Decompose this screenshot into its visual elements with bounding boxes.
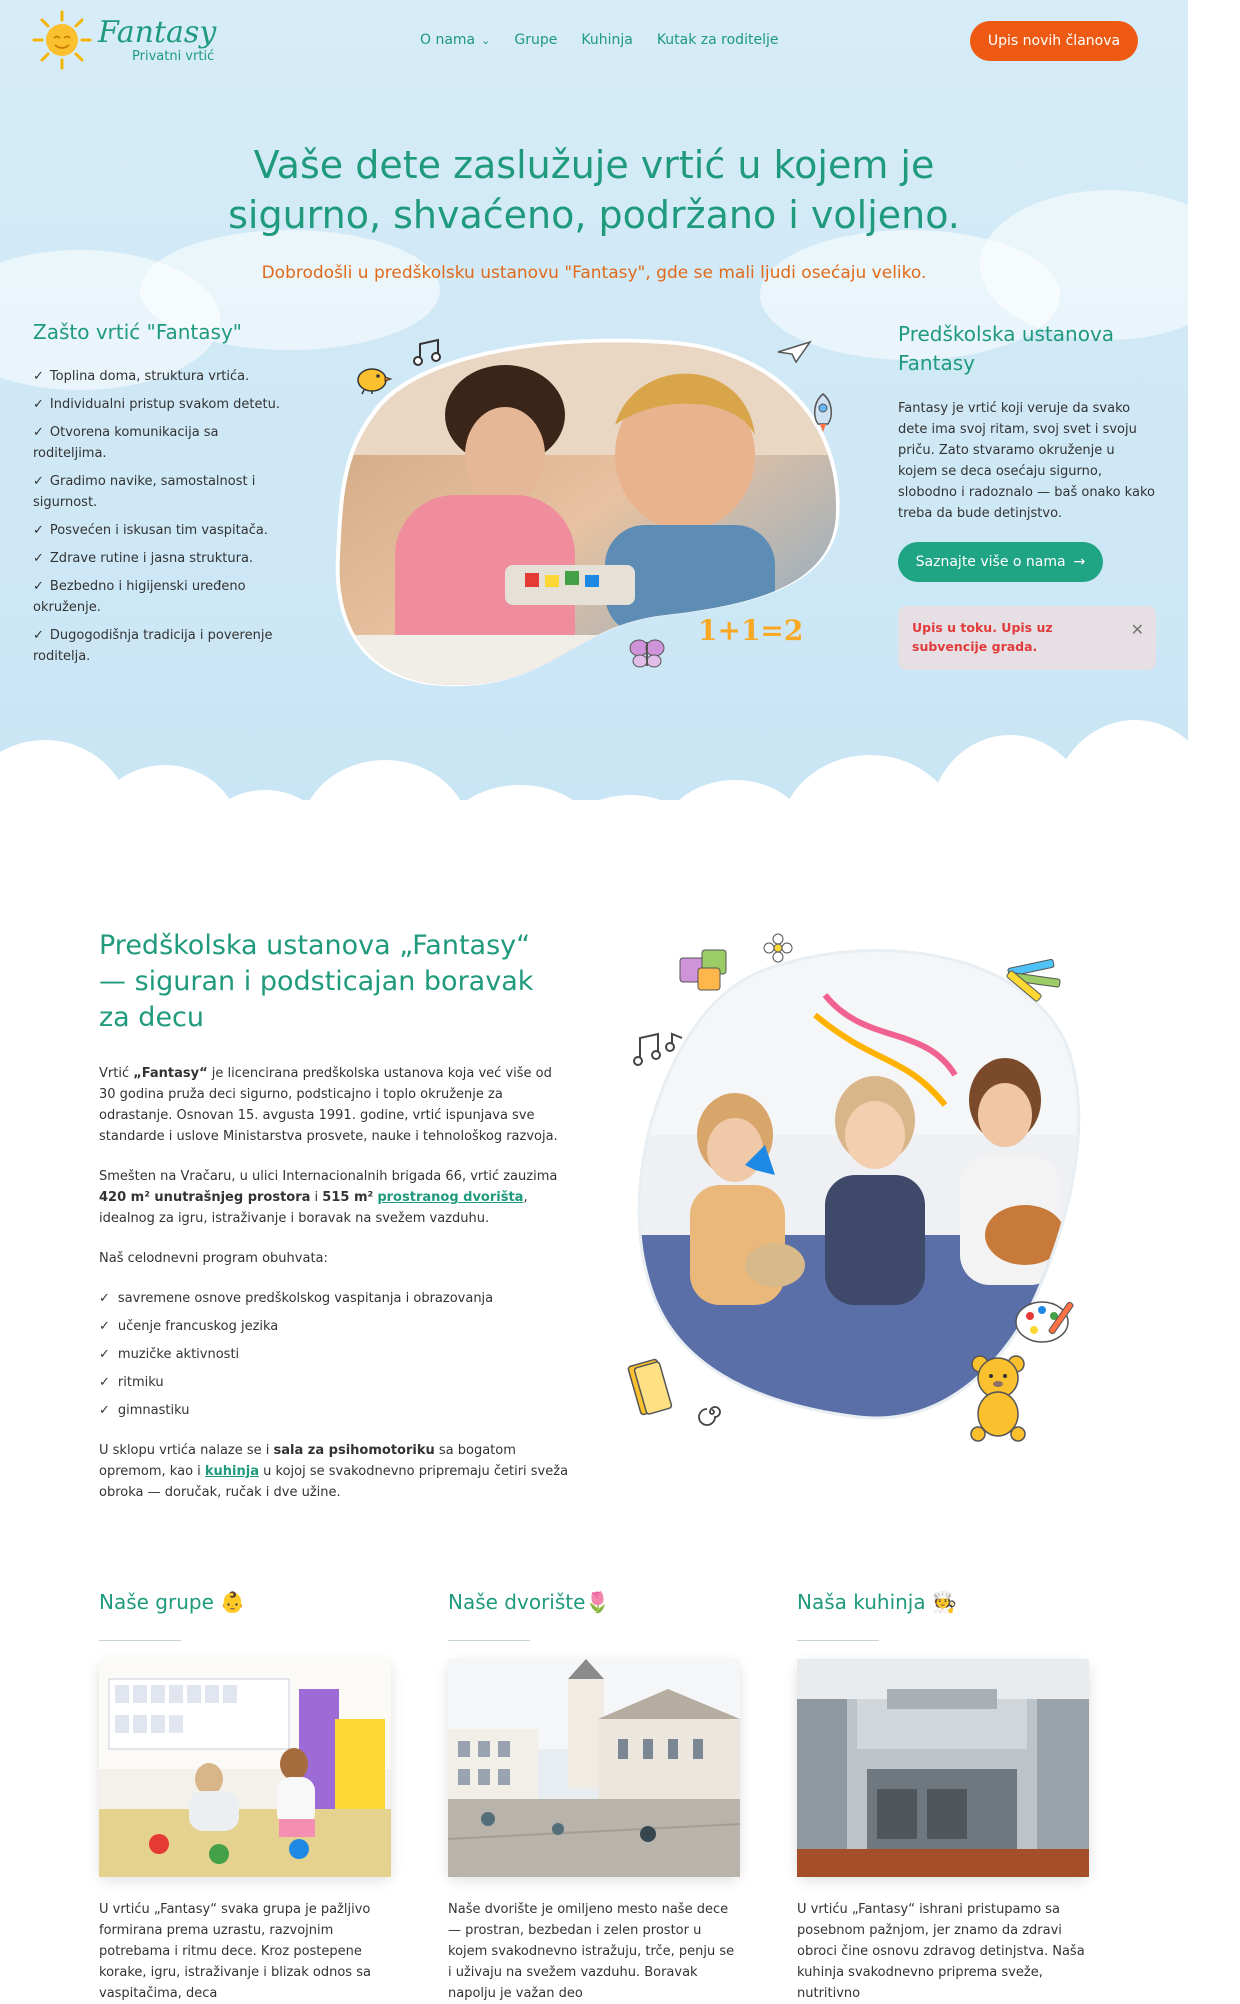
why-title: Zašto vrtić "Fantasy" [33, 320, 242, 344]
puzzle-icon [676, 940, 732, 1002]
list-item: ✓ učenje francuskog jezika [99, 1319, 279, 1334]
check-icon: ✓ [33, 628, 44, 643]
brand-name: Fantasy [98, 14, 217, 50]
list-item: ✓ Bezbedno i higijenski uređeno okruženje. [33, 579, 246, 615]
list-item: ✓ savremene osnove predškolskog vaspitanja i obrazovanja [99, 1291, 494, 1306]
bird-icon [352, 362, 392, 400]
hero-section [0, 0, 1188, 840]
check-icon: ✓ [99, 1319, 110, 1334]
check-icon: ✓ [99, 1375, 110, 1390]
list-item: ✓ Dugogodišnja tradicija i poverenje roditelja. [33, 628, 273, 664]
music-notes-icon [632, 1030, 688, 1076]
teddy-bear-icon [966, 1352, 1032, 1448]
list-item: ✓ Otvorena komunikacija sa roditeljima. [33, 425, 219, 461]
learn-more-label: Saznajte više o nama [915, 554, 1066, 570]
yard-link[interactable]: prostranog dvorišta [377, 1190, 524, 1205]
hero-title-line: sigurno, shvaćeno, podržano i voljeno. [228, 193, 960, 237]
check-icon: ✓ [33, 397, 44, 412]
paint-palette-icon [1014, 1292, 1084, 1354]
main-nav [420, 32, 778, 48]
check-icon: ✓ [99, 1347, 110, 1362]
rocket-icon [808, 392, 838, 438]
check-icon: ✓ [33, 425, 44, 440]
divider [448, 1640, 530, 1641]
about-panel [898, 320, 1158, 670]
hero-subtitle: Dobrodošli u predškolsku ustanovu "Fantasy", gde se mali ljudi osećaju veliko. [261, 263, 927, 283]
check-icon: ✓ [33, 551, 44, 566]
groups-photo[interactable] [99, 1659, 391, 1877]
book-icon [628, 1356, 676, 1426]
kitchen-photo[interactable] [797, 1659, 1089, 1877]
sun-logo-icon [32, 10, 92, 70]
chevron-down-icon: ⌄ [481, 33, 491, 47]
card-text: U vrtiću „Fantasy“ ishrani pristupamo sa posebnom pažnjom, jer znamo da zdravi obroci čine osnovu zdravog detinjstva. Naša kuhinja svakodnevno priprema sveže, nutritivno [797, 1902, 1085, 2001]
notice-text: Upis u toku. Upis uz subvencije grada. [912, 620, 1053, 654]
spiral-icon [698, 1398, 726, 1432]
crayons-icon [1000, 952, 1072, 1008]
paper-plane-icon [776, 340, 812, 370]
program-list [99, 1288, 569, 1421]
check-icon: ✓ [33, 474, 44, 489]
section-body [99, 1063, 569, 1522]
paragraph: Smešten na Vračaru, u ulici Internacionalnih brigada 66, vrtić zauzima 420 m² unutrašnjeg prostora i 515 m² prostranog dvorišta, idealnog za igru, istraživanje i boravak na svežem vazduhu. [99, 1169, 558, 1226]
brand-logo[interactable] [32, 10, 216, 70]
paragraph: Naš celodnevni program obuhvata: [99, 1251, 328, 1266]
close-icon[interactable]: ✕ [1130, 620, 1144, 639]
card-yard [448, 1590, 740, 2004]
hero-title [0, 140, 1188, 240]
list-item: ✓ Individualni pristup svakom detetu. [33, 397, 280, 412]
enroll-button[interactable]: Upis novih članova [970, 21, 1138, 61]
about-title: Predškolska ustanova Fantasy [898, 322, 1115, 375]
nav-item-kuhinja[interactable]: Kuhinja [581, 32, 633, 48]
check-icon: ✓ [33, 523, 44, 538]
butterfly-icon [628, 636, 666, 676]
nav-item-kutak-za-roditelje[interactable]: Kutak za roditelje [656, 32, 779, 48]
check-icon: ✓ [33, 369, 44, 384]
brand-tagline: Privatni vrtić [132, 48, 215, 64]
check-icon: ✓ [99, 1403, 110, 1418]
card-text: U vrtiću „Fantasy“ svaka grupa je pažljivo formirana prema uzrastu, razvojnim potrebama i ritmu dece. Kroz postepene korake, igru, istraživanje i blizak odnos sa vaspitačima, deca [99, 1902, 371, 2001]
why-list [33, 366, 293, 667]
list-item: ✓ Zdrave rutine i jasna struktura. [33, 551, 254, 566]
list-item: ✓ Toplina doma, struktura vrtića. [33, 369, 250, 384]
list-item: ✓ Posvećen i iskusan tim vaspitača. [33, 523, 268, 538]
enrollment-notice [898, 606, 1156, 670]
card-kitchen [797, 1590, 1089, 2004]
list-item: ✓ ritmiku [99, 1375, 164, 1390]
music-note-icon [412, 340, 444, 374]
divider [99, 1640, 181, 1641]
card-text: Naše dvorište je omiljeno mesto naše dece — prostran, bezbedan i zelen prostor u kojem svakodnevno istražuju, trče, penju se i uživaju na svežem vazduhu. Boravak napolju je važan deo [448, 1902, 735, 2001]
arrow-right-icon: → [1073, 554, 1086, 570]
card-title: Naše dvorište🌷 [448, 1590, 611, 1614]
math-equation-decoration: 1+1=2 [698, 614, 804, 647]
nav-item-grupe[interactable]: Grupe [514, 32, 558, 48]
flower-icon [762, 932, 794, 970]
why-fantasy-panel [33, 320, 293, 674]
section-title: Predškolska ustanova „Fantasy“ — siguran i podsticajan boravak za decu [99, 930, 534, 1033]
card-title: Naše grupe 👶 [99, 1590, 246, 1614]
learn-more-button[interactable] [898, 542, 1103, 582]
list-item: ✓ Gradimo navike, samostalnost i sigurnost. [33, 474, 256, 510]
divider [797, 1640, 879, 1641]
paragraph: Vrtić „Fantasy“ je licencirana predškolska ustanova koja već više od 30 godina pruža deci sigurno, podsticajno i toplo okruženje za odrastanje. Osnovan 15. avgusta 1991. godine, vrtić ispunjava sve standarde i uslove Ministarstva prosvete, nauke i tehnološkog razvoja. [99, 1066, 558, 1144]
about-text: Fantasy je vrtić koji veruje da svako dete ima svoj ritam, svoj svet i svoju priču. Zato stvaramo okruženje u kojem se deca osećaju sigurno, slobodno i radoznalo — baš onako kako treba da bude detinjstvo. [898, 401, 1155, 521]
kitchen-link[interactable]: kuhinja [204, 1464, 260, 1479]
hero-title-line: Vaše dete zaslužuje vrtić u kojem je [253, 143, 935, 187]
check-icon: ✓ [99, 1291, 110, 1306]
list-item: ✓ muzičke aktivnosti [99, 1347, 240, 1362]
nav-item-o-nama[interactable]: O nama ⌄ [420, 32, 491, 48]
list-item: ✓ gimnastiku [99, 1403, 190, 1418]
check-icon: ✓ [33, 579, 44, 594]
yard-photo[interactable] [448, 1659, 740, 1877]
card-title: Naša kuhinja 🧑‍🍳 [797, 1590, 957, 1614]
paragraph: U sklopu vrtića nalaze se i sala za psihomotoriku sa bogatom opremom, kao i kuhinja u kojoj se svakodnevno pripremaju četiri sveža obroka — doručak, ručak i dve užine. [99, 1443, 569, 1500]
card-groups [99, 1590, 391, 2004]
